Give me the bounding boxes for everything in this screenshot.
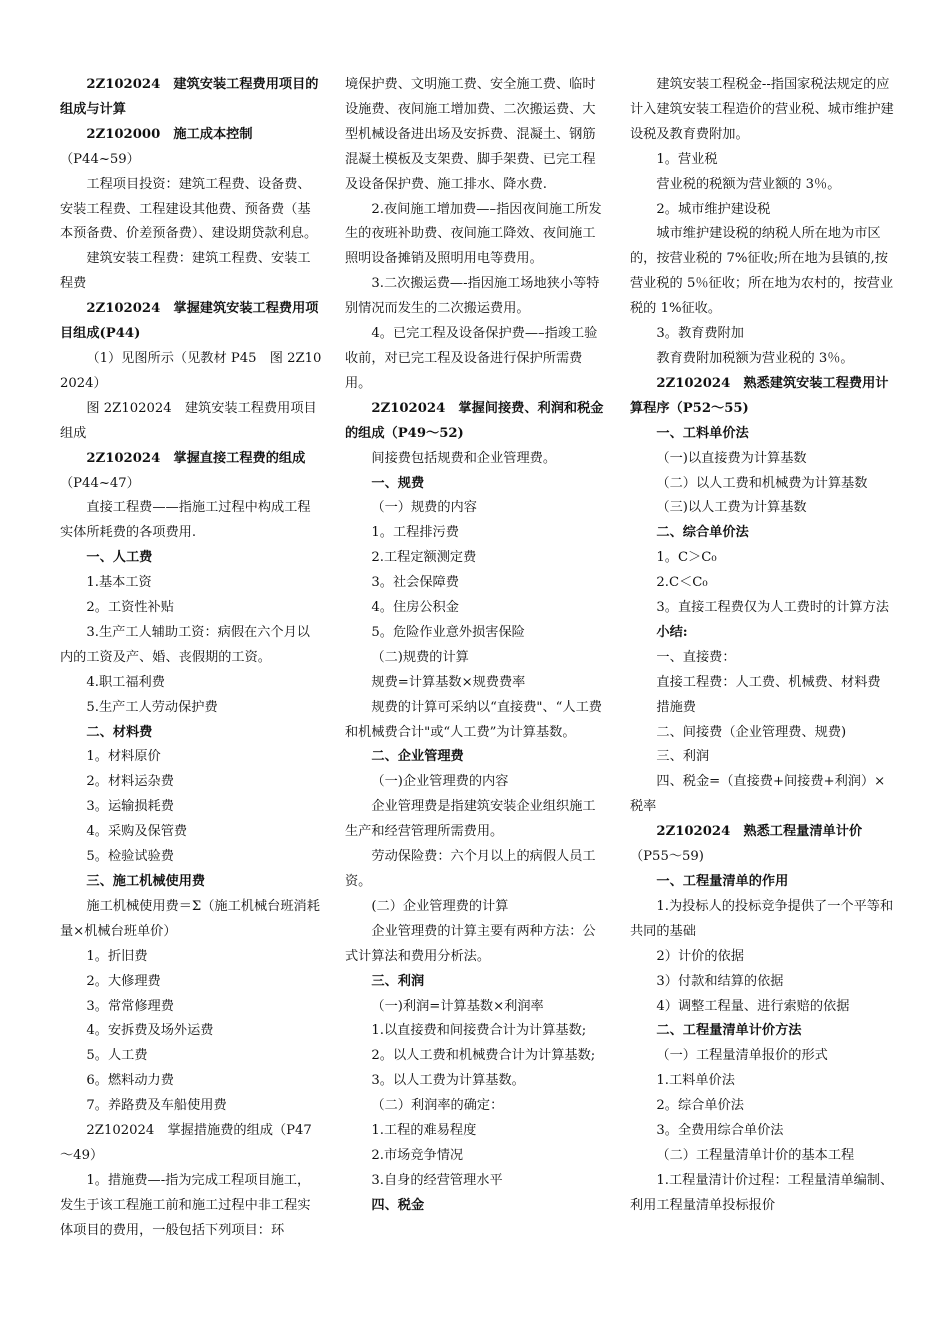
paragraph: 3。运输损耗费 (86, 799, 174, 815)
paragraph: 建筑安装工程税金--指国家税法规定的应计入建筑安装工程造价的营业税、城市维护建设税及教育费附加。 (630, 77, 894, 142)
paragraph: 3.生产工人辅助工资：病假在六个月以内的工资及产、婚、丧假期的工资。 (60, 624, 310, 665)
paragraph: （二）利润率的确定： (371, 1098, 504, 1114)
section-heading: 二、综合单价法 (656, 525, 749, 541)
paragraph: 一、直接费： (656, 649, 736, 665)
paragraph: 1.以直接费和间接费合计为计算基数; (371, 1023, 587, 1039)
paragraph: 规费=计算基数×规费费率 (371, 674, 526, 690)
paragraph: (二）企业管理费的计算 (371, 898, 509, 914)
section-heading: 一、工程量清单的作用 (656, 874, 789, 889)
paragraph: 直接工程费：人工费、机械费、材料费 (656, 674, 881, 690)
paragraph: 4。采购及保管费 (86, 824, 188, 840)
paragraph: 工程项目投资：建筑工程费、设备费、安装工程费、工程建设其他费、预备费（基本预备费、价差预备费）、建设期贷款利息。 (60, 176, 318, 242)
paragraph: （一)企业管理费的内容 (371, 774, 509, 790)
section-heading: 三、施工机械使用费 (86, 874, 206, 889)
paragraph: （一)以直接费为计算基数 (656, 450, 807, 466)
section-heading: 一、规费 (371, 475, 425, 491)
paragraph: 3）付款和结算的依据 (656, 973, 784, 989)
paragraph: 2。城市维护建设税 (656, 201, 771, 217)
paragraph: 2.C＜C₀ (656, 575, 708, 591)
paragraph: （三)以人工费为计算基数 (656, 500, 807, 516)
section-heading: 2Z102024 掌握建筑安装工程费用项目组成(P44) (60, 301, 319, 342)
paragraph: 2）计价的依据 (656, 948, 744, 964)
section-heading: 小结: (656, 624, 688, 640)
paragraph: 3。教育费附加 (656, 326, 744, 342)
paragraph: 5。检验试验费 (86, 849, 174, 865)
paragraph: 四、税金=（直接费+间接费+利润）×税率 (630, 774, 886, 815)
paragraph: 2Z102024 掌握措施费的组成（P47～49） (60, 1123, 312, 1163)
paragraph: 7。养路费及车船使用费 (86, 1098, 227, 1114)
section-heading: 一、工料单价法 (656, 425, 749, 441)
paragraph: （P44~59） (60, 151, 140, 167)
section-heading: 二、工程量清单计价方法 (656, 1023, 802, 1039)
paragraph: 1.基本工资 (86, 575, 152, 591)
paragraph: 3.二次搬运费—-指因施工场地狭小等特别情况而发生的二次搬运费用。 (345, 276, 600, 317)
paragraph: 1.为投标人的投标竞争提供了一个平等和共同的基础 (630, 898, 894, 939)
paragraph: 1.工程的难易程度 (371, 1123, 477, 1139)
paragraph: 企业管理费是指建筑安装企业组织施工生产和经营管理所需费用。 (345, 799, 596, 840)
paragraph: 2。大修理费 (86, 973, 161, 989)
paragraph: 1.工程量清计价过程：工程量清单编制、利用工程量清单投标报价 (630, 1172, 894, 1213)
paragraph: 3。社会保障费 (371, 575, 459, 591)
section-heading: 二、材料费 (86, 724, 153, 740)
section-heading: 2Z102024 掌握直接工程费的组成 (86, 450, 306, 466)
section-heading: 2Z102024 掌握间接费、利润和税金的组成（P49～52) (345, 400, 604, 441)
paragraph: 4）调整工程量、进行索赔的依据 (656, 998, 850, 1014)
paragraph: （1）见图所示（见教材 P45 图 2Z102024） (60, 350, 322, 391)
paragraph: （一）工程量清单报价的形式 (656, 1048, 828, 1064)
paragraph: 3。全费用综合单价法 (656, 1123, 784, 1139)
paragraph: 5。危险作业意外损害保险 (371, 624, 525, 640)
paragraph: 2。材料运杂费 (86, 774, 174, 790)
paragraph: 二、间接费（企业管理费、规费) (656, 724, 847, 740)
paragraph: 1。营业税 (656, 151, 718, 167)
text-column-left (60, 73, 322, 1244)
paragraph: 3。以人工费为计算基数。 (371, 1073, 525, 1089)
paragraph: 营业税的税额为营业额的 3％。 (656, 176, 841, 192)
paragraph: 劳动保险费：六个月以上的病假人员工资。 (345, 849, 596, 889)
paragraph: 2.夜间施工增加费—–指因夜间施工所发生的夜班补助费、夜间施工降效、夜间施工照明设备摊销及照明用电等费用。 (345, 201, 602, 267)
paragraph: （二)规费的计算 (371, 649, 469, 665)
paragraph: 三、利润 (656, 749, 710, 765)
paragraph: 4。已完工程及设备保护费—–指竣工验收前，对已完工程及设备进行保护所需费用。 (345, 326, 598, 391)
paragraph: 3。直接工程费仅为人工费时的计算方法 (656, 600, 889, 616)
paragraph: 3.自身的经营管理水平 (371, 1172, 503, 1188)
paragraph: 建筑安装工程费：建筑工程费、安装工程费 (60, 251, 311, 292)
paragraph: 图 2Z102024 建筑安装工程费用项目组成 (60, 400, 317, 441)
paragraph: 4.职工福利费 (86, 674, 165, 690)
paragraph: 1.工料单价法 (656, 1073, 735, 1089)
paragraph: 4。安拆费及场外运费 (86, 1023, 214, 1039)
paragraph: 1。C＞C₀ (656, 550, 717, 566)
paragraph: 1。材料原价 (86, 749, 161, 765)
paragraph: 企业管理费的计算主要有两种方法：公式计算法和费用分析法。 (345, 923, 596, 964)
paragraph: （P55～59) (630, 849, 704, 865)
paragraph: （P44~47） (60, 475, 140, 491)
paragraph: 措施费 (656, 699, 696, 715)
paragraph: 1。工程排污费 (371, 525, 459, 541)
paragraph: 间接费包括规费和企业管理费。 (371, 450, 557, 466)
paragraph: （二）以人工费和机械费为计算基数 (656, 475, 868, 491)
section-heading: 四、税金 (371, 1197, 425, 1213)
paragraph: （一)利润=计算基数×利润率 (371, 998, 544, 1014)
paragraph: 2.工程定额测定费 (371, 550, 477, 566)
paragraph: 6。燃料动力费 (86, 1073, 174, 1089)
paragraph: （一）规费的内容 (371, 500, 477, 516)
paragraph: 规费的计算可采纳以“直接费"、“人工费和机械费合计"或“人工费”为计算基数。 (345, 699, 602, 740)
paragraph: 城市维护建设税的纳税人所在地为市区的，按营业税的 7%征收;所在地为县镇的,按营业税的 5％征收；所在地为农村的，按营业税的 1%征收。 (630, 226, 894, 317)
paragraph: 1。折旧费 (86, 948, 148, 964)
paragraph: 2。综合单价法 (656, 1098, 744, 1114)
text-column-right (630, 73, 898, 1219)
section-heading: 二、企业管理费 (371, 749, 464, 765)
paragraph: 5.生产工人劳动保护费 (86, 699, 218, 715)
paragraph: 5。人工费 (86, 1048, 148, 1064)
paragraph: （二）工程量清单计价的基本工程 (656, 1147, 855, 1163)
paragraph: 2。工资性补贴 (86, 600, 174, 616)
paragraph: 2.市场竞争情况 (371, 1147, 464, 1163)
paragraph: 教育费附加税额为营业税的 3％。 (656, 350, 854, 366)
text-column-middle (345, 73, 607, 1219)
paragraph: 3。常常修理费 (86, 998, 174, 1014)
section-heading: 一、人工费 (86, 550, 153, 566)
section-heading: 三、利润 (371, 973, 425, 989)
paragraph: 直接工程费——指施工过程中构成工程实体所耗费的各项费用. (60, 500, 311, 541)
section-heading: 2Z102000 施工成本控制 (86, 126, 253, 142)
paragraph: 2。以人工费和机械费合计为计算基数; (371, 1048, 596, 1064)
paragraph: 1。措施费—-指为完成工程项目施工，发生于该工程施工前和施工过程中非工程实体项目的费用，一般包括下列项目：环 (60, 1172, 311, 1238)
paragraph: 境保护费、文明施工费、安全施工费、临时设施费、夜间施工增加费、二次搬运费、大型机械设备进出场及安拆费、混凝土、钢筋混凝土模板及支架费、脚手架费、已完工程及设备保护费、施工排水、降水费. (345, 77, 596, 192)
section-heading: 2Z102024 熟悉工程量清单计价 (656, 824, 863, 840)
paragraph: 4。住房公积金 (371, 600, 459, 616)
section-heading: 2Z102024 熟悉建筑安装工程费用计算程序（P52～55) (630, 375, 889, 416)
section-heading: 2Z102024 建筑安装工程费用项目的组成与计算 (60, 77, 319, 117)
paragraph: 施工机械使用费＝Σ（施工机械台班消耗量×机械台班单价） (60, 898, 320, 939)
